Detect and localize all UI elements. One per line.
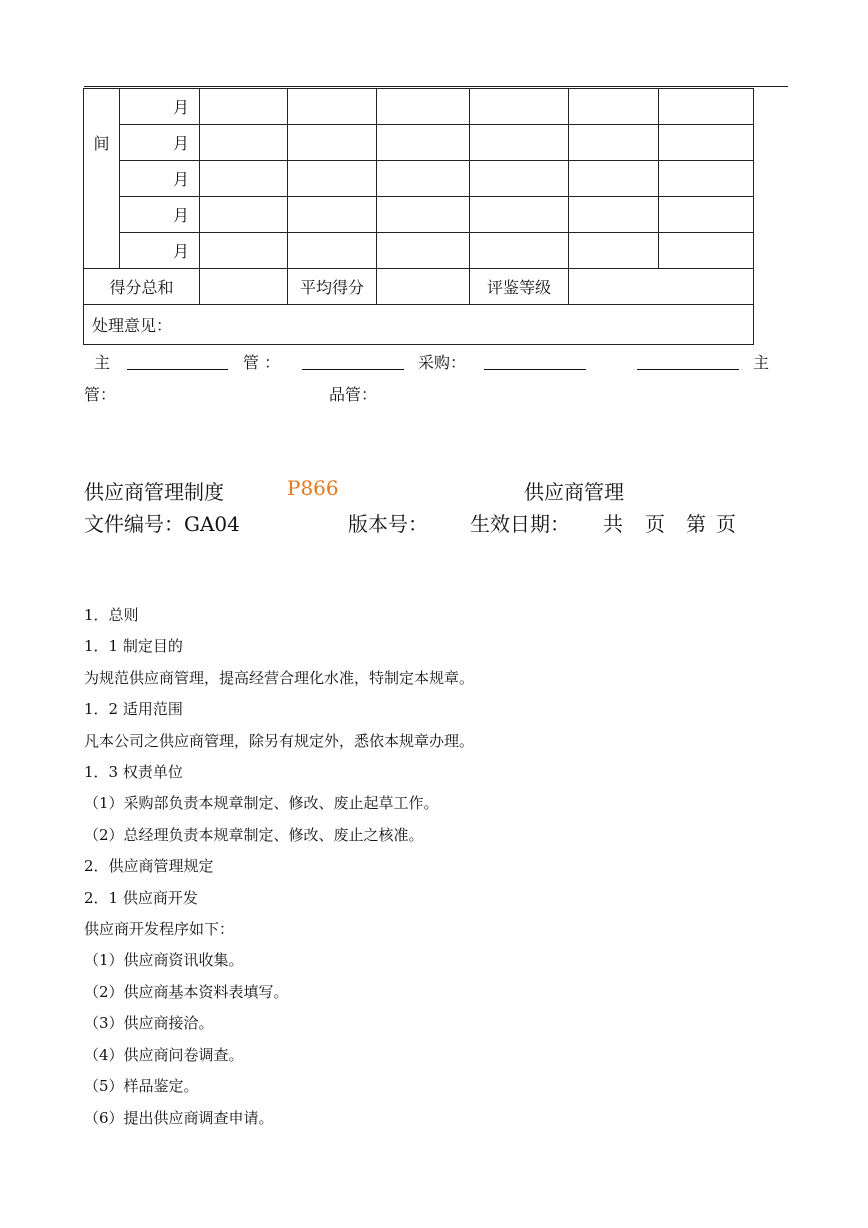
signature-supervisor-char1: 主	[94, 353, 111, 372]
signature-blank-4[interactable]	[637, 369, 739, 370]
signature-blank-1[interactable]	[127, 369, 228, 370]
signature-blank-3[interactable]	[484, 369, 586, 370]
score-cell[interactable]	[288, 89, 377, 125]
score-cell[interactable]	[569, 161, 659, 197]
score-cell[interactable]	[377, 89, 470, 125]
score-cell[interactable]	[200, 197, 288, 233]
score-cell[interactable]	[288, 197, 377, 233]
score-cell[interactable]	[200, 125, 288, 161]
score-cell[interactable]	[569, 197, 659, 233]
signature-supervisor-char2: 管 ：	[243, 353, 281, 372]
score-cell[interactable]	[569, 89, 659, 125]
total-score-label: 得分总和	[84, 269, 200, 305]
average-score-cell[interactable]	[377, 269, 470, 305]
table-row	[84, 233, 754, 269]
score-cell[interactable]	[659, 161, 754, 197]
side-label: 间	[84, 89, 120, 269]
score-cell[interactable]	[569, 125, 659, 161]
score-cell[interactable]	[200, 161, 288, 197]
score-cell[interactable]	[288, 125, 377, 161]
doc-department: 供应商管理	[524, 480, 624, 504]
signature-blank-2[interactable]	[302, 369, 404, 370]
month-cell: 月	[120, 125, 200, 161]
totals-row	[84, 269, 754, 305]
body-line: （4）供应商问卷调查。	[84, 1045, 244, 1064]
score-cell[interactable]	[659, 89, 754, 125]
body-line: 2．供应商管理规定	[84, 857, 214, 876]
month-cell: 月	[120, 161, 200, 197]
score-cell[interactable]	[200, 233, 288, 269]
signature-supervisor-char3: 管：	[84, 385, 117, 404]
score-cell[interactable]	[377, 197, 470, 233]
body-line: 供应商开发程序如下：	[84, 920, 235, 939]
table-row	[84, 161, 754, 197]
page-word-2: 页	[716, 512, 736, 536]
body-line: 为规范供应商管理，提高经营合理化水准，特制定本规章。	[84, 668, 475, 687]
score-cell[interactable]	[377, 125, 470, 161]
doc-code: P866	[287, 476, 339, 500]
body-line: （1）采购部负责本规章制定、修改、废止起草工作。	[84, 794, 439, 813]
score-cell[interactable]	[470, 197, 569, 233]
body-line: 凡本公司之供应商管理，除另有规定外，悉依本规章办理。	[84, 731, 475, 750]
score-cell[interactable]	[377, 233, 470, 269]
signature-purchase-label: 采购：	[418, 353, 467, 372]
body-line: （2）总经理负责本规章制定、修改、废止之核准。	[84, 825, 424, 844]
grade-label: 评鉴等级	[470, 269, 569, 305]
evaluation-table	[83, 88, 754, 345]
table-row	[84, 125, 754, 161]
score-cell[interactable]	[470, 233, 569, 269]
score-cell[interactable]	[659, 233, 754, 269]
score-cell[interactable]	[569, 233, 659, 269]
table-row	[84, 89, 754, 125]
table-row	[84, 197, 754, 233]
score-cell[interactable]	[288, 161, 377, 197]
score-cell[interactable]	[659, 197, 754, 233]
body-line: 1．3 权责单位	[84, 763, 183, 782]
signature-qc-supervisor-char1: 主	[753, 353, 770, 372]
body-line: 1．总则	[84, 606, 139, 624]
score-cell[interactable]	[659, 125, 754, 161]
score-cell[interactable]	[470, 125, 569, 161]
average-score-label: 平均得分	[288, 269, 377, 305]
body-line: 2．1 供应商开发	[84, 888, 198, 907]
total-pages-label: 共	[603, 512, 623, 536]
month-cell: 月	[120, 89, 200, 125]
doc-title: 供应商管理制度	[84, 480, 224, 504]
body-line: 1．1 制定目的	[84, 637, 183, 656]
effective-date-label: 生效日期：	[470, 512, 570, 536]
body-line: （1）供应商资讯收集。	[84, 951, 244, 970]
score-cell[interactable]	[377, 161, 470, 197]
score-cell[interactable]	[470, 89, 569, 125]
body-line: （2）供应商基本资料表填写。	[84, 982, 289, 1001]
grade-cell[interactable]	[569, 269, 754, 305]
file-number: 文件编号：GA04	[84, 512, 240, 536]
total-score-cell[interactable]	[200, 269, 288, 305]
body-line: （5）样品鉴定。	[84, 1077, 199, 1096]
top-rule	[84, 86, 788, 87]
body-line: （3）供应商接洽。	[84, 1014, 214, 1033]
body-line: 1．2 适用范围	[84, 700, 183, 719]
document-body	[84, 600, 474, 1134]
page-number-label: 第	[686, 512, 706, 536]
month-cell: 月	[120, 197, 200, 233]
month-cell: 月	[120, 233, 200, 269]
body-line: （6）提出供应商调查申请。	[84, 1108, 274, 1127]
score-cell[interactable]	[470, 161, 569, 197]
score-cell[interactable]	[200, 89, 288, 125]
page-word: 页	[645, 512, 665, 536]
version-label: 版本号：	[348, 512, 428, 536]
remarks-label[interactable]: 处理意见：	[84, 305, 754, 345]
signature-qc-label: 品管：	[329, 385, 378, 404]
score-cell[interactable]	[288, 233, 377, 269]
remarks-row	[84, 305, 754, 345]
